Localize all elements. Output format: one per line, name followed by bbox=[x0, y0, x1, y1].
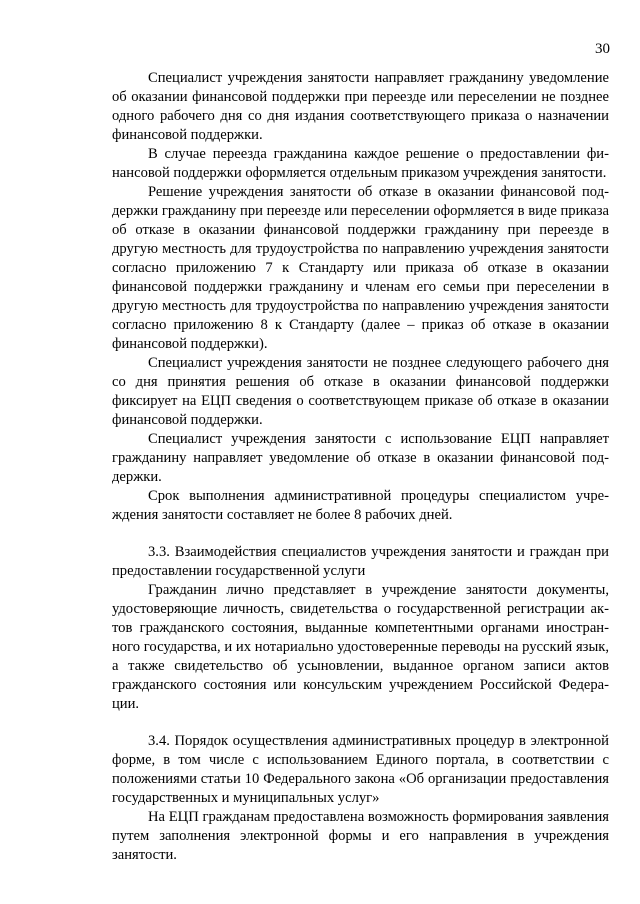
paragraph-citizen-documents: Гражданин лично представляет в учреждение занятости документы, удостоверяющие личность, свидетельства о государственной регистрации актов гражданского состояния, выданные компетентными органами иностранного государства, и их нотариально удостоверенные переводы на русский язык, а также свидетельство об усыновлении, выданное органом записи актов гражданского состояния или консульским учреждением Российской Федерации. bbox=[112, 582, 609, 712]
paragraph-refusal-decision: Решение учреждения занятости об отказе в оказании финансовой поддержки гражданину при переезде или переселении оформляется в виде приказа об отказе в оказании финансовой поддержки гражданину при переезде в другую местность для трудоустройства по направлению учреждения занятости согласно приложению 7 к Стандарту или приказа об отказе в оказании финансовой поддержки гражданину и членам его семьи при переселении в другую местность для трудоустройства по направлению учреждения занятости согласно приложению 8 к Стандарту (далее – приказ об отказе в оказании финансовой поддержки). bbox=[112, 184, 609, 352]
paragraph-separate-order: В случае переезда гражданина каждое решение о предоставлении финансовой поддержки оформляется отдельным приказом учреждения занятости. bbox=[112, 146, 609, 181]
page-number: 30 bbox=[595, 41, 610, 57]
paragraph-ecp-record: Специалист учреждения занятости не позднее следующего рабочего дня со дня принятия решения об отказе в оказании финансовой поддержки фиксирует на ЕЦП сведения о соответствующем приказе об отказе в оказании финансовой поддержки. bbox=[112, 355, 609, 428]
paragraph-refusal-notice: Специалист учреждения занятости с использование ЕЦП направляет гражданину направляет уведомление об отказе в оказании финансовой поддержки. bbox=[112, 431, 609, 485]
section-spacer bbox=[112, 714, 609, 732]
paragraph-electronic-application: На ЕЦП гражданам предоставлена возможность формирования заявления путем заполнения электронной формы и его направления в учреждения занятости. bbox=[112, 809, 609, 863]
document-body bbox=[112, 69, 609, 865]
section-heading-3-4: 3.4. Порядок осуществления административных процедур в электронной форме, в том числе с использованием Единого портала, в соответствии с положениями статьи 10 Федерального закона «Об организации предоставления государственных и муниципальных услуг» bbox=[112, 733, 609, 806]
section-spacer bbox=[112, 525, 609, 543]
paragraph-notification: Специалист учреждения занятости направляет гражданину уведомление об оказании финансовой поддержки при переезде или переселении не позднее одного рабочего дня со дня издания соответствующего приказа о назначении финансовой поддержки. bbox=[112, 70, 609, 143]
paragraph-deadline: Срок выполнения административной процедуры специалистом учреждения занятости составляет не более 8 рабочих дней. bbox=[112, 488, 609, 523]
section-heading-3-3: 3.3. Взаимодействия специалистов учреждения занятости и граждан при предоставлении государственной услуги bbox=[112, 544, 609, 579]
